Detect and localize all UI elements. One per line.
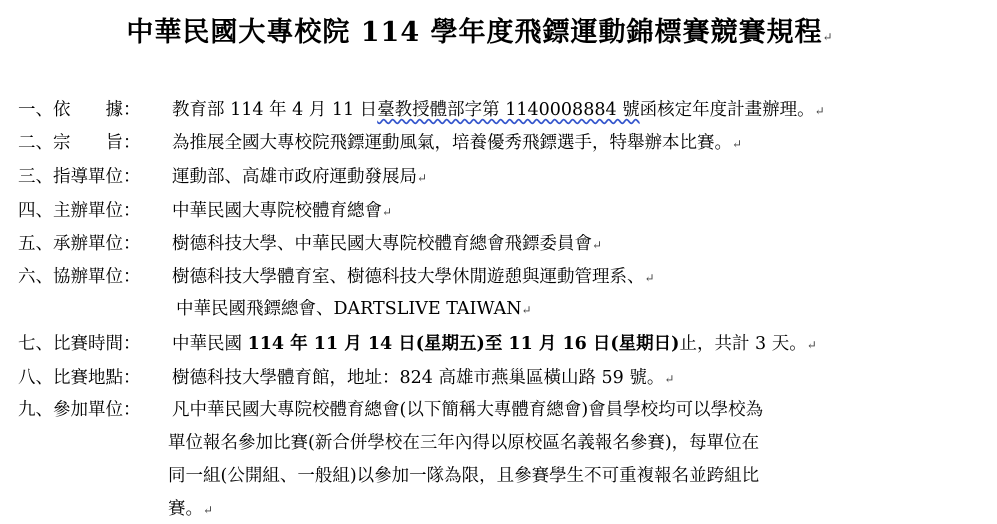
item-label: 五、承辦單位： bbox=[18, 234, 141, 254]
paragraph-mark-icon: ↵ bbox=[822, 30, 834, 44]
item-text: 中華民國 114 年 11 月 14 日(星期五)至 11 月 16 日(星期日)止，共計 3 天。 bbox=[172, 334, 807, 354]
item-label: 二、宗 旨： bbox=[18, 133, 141, 153]
item-text: 為推展全國大專校院飛鏢運動風氣，培養優秀飛鏢選手，特舉辦本比賽。 bbox=[172, 133, 732, 153]
paragraph-mark-icon: ↵ bbox=[806, 338, 817, 352]
paragraph-mark-icon: ↵ bbox=[203, 503, 214, 517]
paragraph-mark-icon: ↵ bbox=[664, 372, 675, 386]
item-organizer bbox=[18, 199, 392, 224]
item-participants bbox=[18, 398, 763, 422]
item-co-organizer bbox=[18, 265, 655, 290]
item-participants-line-2 bbox=[168, 431, 759, 455]
item-text: 中華民國大專院校體育總會 bbox=[172, 201, 382, 221]
item-text-line-1: 樹德科技大學體育室、樹德科技大學休閒遊憩與運動管理系、 bbox=[172, 267, 645, 287]
date-range: 114 年 11 月 14 日(星期五)至 11 月 16 日(星期日) bbox=[247, 334, 680, 354]
paragraph-mark-icon: ↵ bbox=[417, 171, 428, 185]
item-label: 三、指導單位： bbox=[18, 167, 141, 187]
item-text: 教育部 114 年 4 月 11 日臺教授體部字第 1140008884 號函核定年度計畫辦理。 bbox=[172, 100, 815, 120]
paragraph-mark-icon: ↵ bbox=[592, 238, 603, 252]
item-label: 四、主辦單位： bbox=[18, 201, 141, 221]
item-participants-line-4 bbox=[168, 497, 213, 522]
item-venue bbox=[18, 366, 674, 391]
item-text: 樹德科技大學、中華民國大專院校體育總會飛鏢委員會 bbox=[172, 234, 592, 254]
item-text-line-1: 凡中華民國大專院校體育總會(以下簡稱大專體育總會)會員學校均可以學校為 bbox=[172, 400, 764, 420]
item-text-line-4: 賽。 bbox=[168, 499, 203, 519]
paragraph-mark-icon: ↵ bbox=[814, 104, 825, 118]
document-number: 臺教授體部字第 1140008884 號 bbox=[377, 100, 640, 120]
paragraph-mark-icon: ↵ bbox=[521, 303, 532, 317]
item-participants-line-3 bbox=[168, 464, 759, 488]
paragraph-mark-icon: ↵ bbox=[644, 271, 655, 285]
item-label: 六、協辦單位： bbox=[18, 267, 141, 287]
item-basis bbox=[18, 98, 825, 123]
paragraph-mark-icon: ↵ bbox=[732, 137, 743, 151]
item-text-line-2: 單位報名參加比賽(新合併學校在三年內得以原校區名義報名參賽)，每單位在 bbox=[168, 433, 760, 453]
item-co-organizer-line-2 bbox=[176, 297, 532, 322]
item-purpose bbox=[18, 131, 742, 156]
paragraph-mark-icon: ↵ bbox=[382, 205, 393, 219]
item-text-line-2: 中華民國飛鏢總會、DARTSLIVE TAIWAN bbox=[176, 299, 522, 319]
document-title: 中華民國大專校院 114 學年度飛鏢運動錦標賽競賽規程↵ bbox=[126, 17, 834, 48]
item-label: 七、比賽時間： bbox=[18, 334, 141, 354]
item-text: 樹德科技大學體育館，地址：824 高雄市燕巢區橫山路 59 號。 bbox=[172, 368, 665, 388]
item-label: 九、參加單位： bbox=[18, 400, 141, 420]
item-label: 八、比賽地點： bbox=[18, 368, 141, 388]
item-host bbox=[18, 232, 602, 257]
item-label: 一、依 據： bbox=[18, 100, 141, 120]
item-text-line-3: 同一組(公開組、一般組)以參加一隊為限，且參賽學生不可重複報名並跨組比 bbox=[168, 466, 760, 486]
item-text: 運動部、高雄市政府運動發展局 bbox=[172, 167, 417, 187]
item-supervisor bbox=[18, 165, 427, 190]
item-dates bbox=[18, 332, 817, 357]
